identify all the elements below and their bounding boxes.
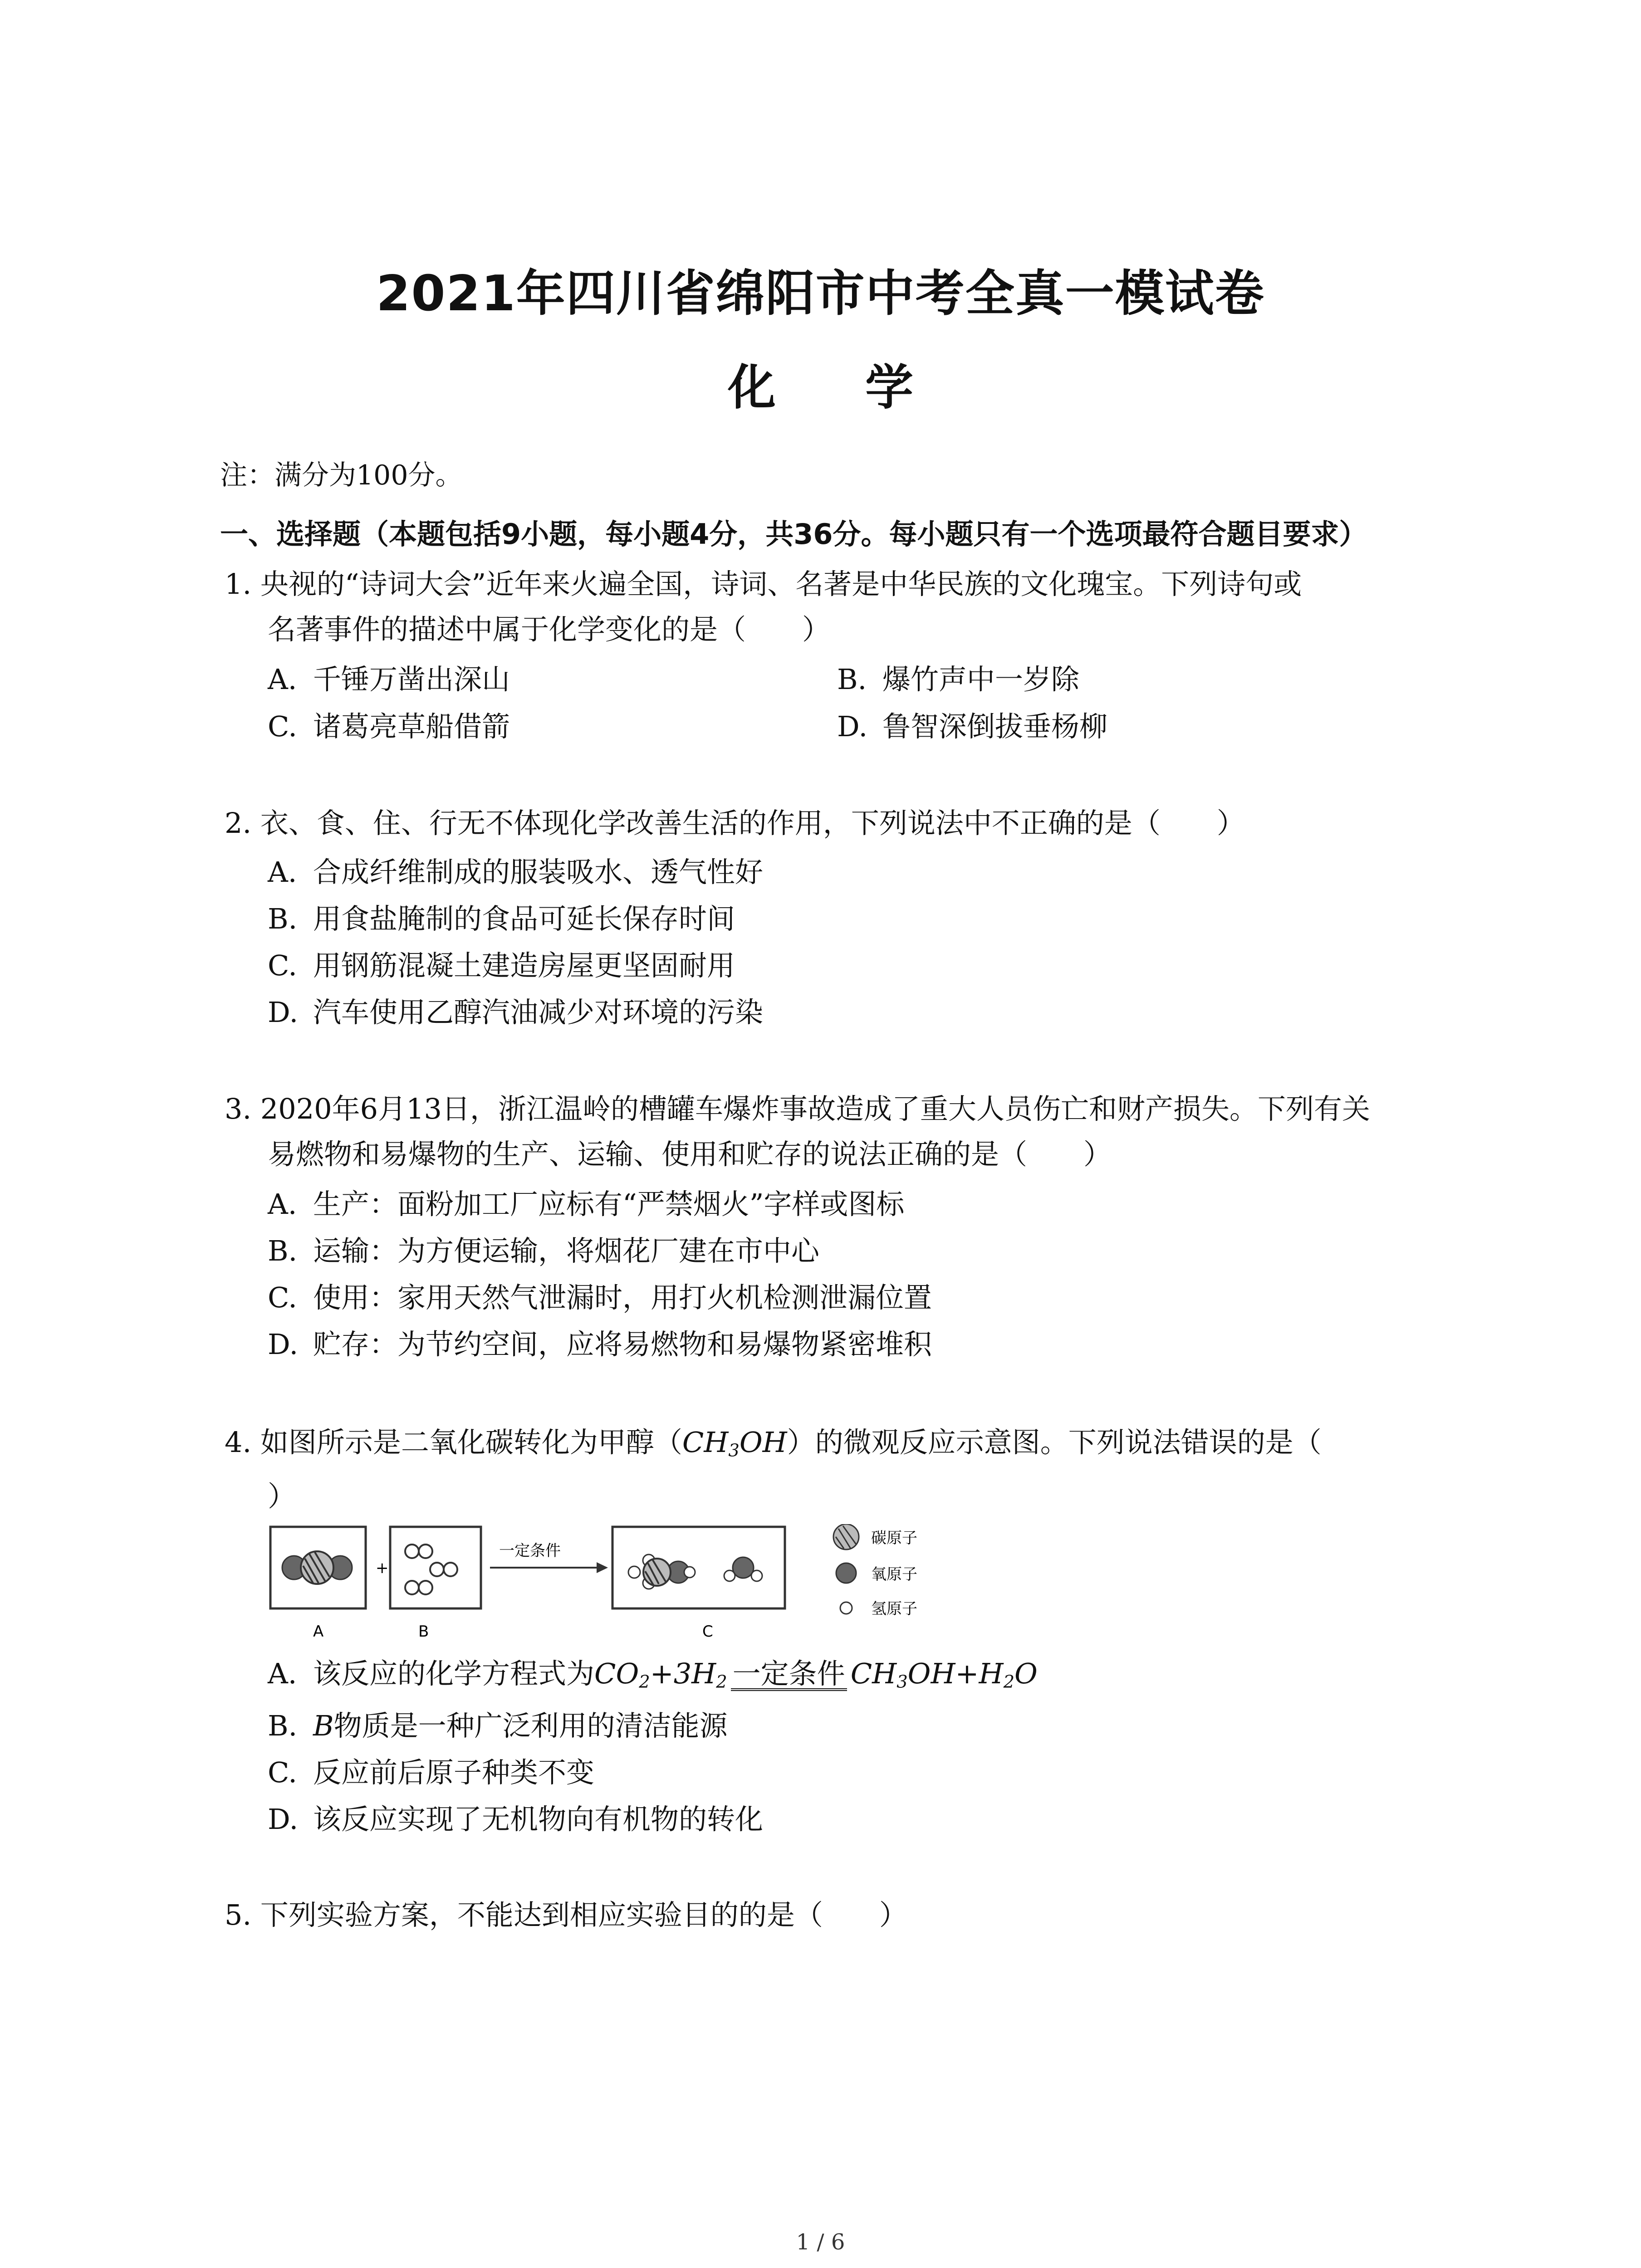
eq-sub-2: 2 bbox=[639, 1672, 650, 1692]
option-text: 千锤万凿出深山 bbox=[313, 663, 510, 696]
question-4-option-c bbox=[268, 1750, 594, 1790]
section-heading: 一、选择题（本题包括9小题，每小题4分，共36分。每小题只有一个选项最符合题目要求） bbox=[220, 518, 1367, 551]
option-letter: B. bbox=[268, 902, 298, 935]
option-text: 诸葛亮草船借箭 bbox=[313, 710, 510, 743]
question-2-line-1: 2. 衣、食、住、行无不体现化学改善生活的作用，下列说法中不正确的是（ ） bbox=[225, 807, 1245, 840]
question-3-line-1: 3. 2020年6月13日，浙江温岭的槽罐车爆炸事故造成了重大人员伤亡和财产损失。下列有关 bbox=[225, 1092, 1370, 1125]
page-number: 1 / 6 bbox=[796, 2229, 845, 2255]
option-text: 爆竹声中一岁除 bbox=[882, 663, 1080, 696]
option-letter: D. bbox=[268, 1803, 299, 1836]
eq-sub-2c: 2 bbox=[1003, 1672, 1015, 1692]
option-text: 反应前后原子种类不变 bbox=[313, 1756, 595, 1789]
option-text: 汽车使用乙醇汽油减少对环境的污染 bbox=[313, 996, 764, 1029]
question-3-option-a bbox=[268, 1182, 904, 1222]
option-letter: D. bbox=[268, 1328, 299, 1361]
option-letter: C. bbox=[268, 1281, 297, 1314]
eq-sub-3: 3 bbox=[896, 1672, 908, 1692]
eq-co: CO bbox=[594, 1657, 639, 1690]
option-letter: A. bbox=[268, 1657, 297, 1690]
eq-sub-2b: 2 bbox=[716, 1672, 727, 1692]
h2-molecules bbox=[405, 1545, 457, 1594]
label-b: B bbox=[418, 1623, 429, 1641]
question-5-line-1: 5. 下列实验方案，不能达到相应实验目的的是（ ） bbox=[225, 1898, 907, 1931]
score-note: 注：满分为100分。 bbox=[220, 459, 463, 491]
question-4-line-2: ） bbox=[268, 1479, 296, 1513]
option-text: 鲁智深倒拔垂杨柳 bbox=[882, 710, 1108, 743]
question-4-option-d bbox=[268, 1797, 763, 1837]
question-3-option-c bbox=[268, 1275, 932, 1315]
question-2-option-d bbox=[268, 990, 763, 1030]
question-5 bbox=[225, 1892, 1472, 1938]
co2-molecule bbox=[282, 1551, 352, 1584]
question-4-line-1 bbox=[225, 1420, 1472, 1474]
option-text: 运输：为方便运输，将烟花厂建在市中心 bbox=[313, 1234, 820, 1267]
legend-oxygen: 氧原子 bbox=[871, 1565, 917, 1584]
option-letter: C. bbox=[268, 1756, 297, 1789]
question-3-line-2: 易燃物和易爆物的生产、运输、使用和贮存的说法正确的是（ ） bbox=[268, 1138, 1112, 1171]
eq-oh-h: OH+H bbox=[907, 1657, 1004, 1690]
legend-hydrogen: 氢原子 bbox=[871, 1600, 917, 1618]
option-text: 用钢筋混凝土建造房屋更坚固耐用 bbox=[313, 949, 735, 982]
eq-condition: 一定条件 bbox=[731, 1659, 847, 1691]
eq-ch: CH bbox=[850, 1657, 897, 1690]
question-1-option-a bbox=[268, 657, 510, 697]
question-3-option-b bbox=[268, 1228, 819, 1269]
option-letter: C. bbox=[268, 949, 297, 982]
legend-carbon: 碳原子 bbox=[871, 1529, 917, 1547]
question-4-text-b: ）的微观反应示意图。下列说法错误的是（ bbox=[787, 1426, 1322, 1459]
question-1-option-d bbox=[837, 704, 1107, 744]
question-2-option-b bbox=[268, 896, 735, 937]
question-4-text-a: 4. 如图所示是二氧化碳转化为甲醇（ bbox=[225, 1426, 682, 1459]
subject-title: 化 学 bbox=[728, 360, 950, 415]
label-c: C bbox=[702, 1623, 713, 1641]
option-letter: D. bbox=[837, 710, 868, 743]
page-title: 2021年四川省绵阳市中考全真一模试卷 bbox=[376, 265, 1265, 322]
methanol-molecule bbox=[628, 1554, 695, 1589]
question-3-option-d bbox=[268, 1322, 932, 1362]
question-4-option-b bbox=[268, 1703, 728, 1744]
plus-sign: + bbox=[376, 1559, 389, 1577]
option-text: 该反应实现了无机物向有机物的转化 bbox=[313, 1803, 764, 1836]
option-letter: B. bbox=[837, 663, 867, 696]
option-text: 贮存：为节约空间，应将易燃物和易爆物紧密堆积 bbox=[313, 1328, 932, 1361]
option-letter: C. bbox=[268, 710, 297, 743]
label-a: A bbox=[313, 1623, 324, 1641]
option-letter: A. bbox=[268, 663, 297, 696]
question-1 bbox=[225, 562, 1472, 652]
option-text: 生产：面粉加工厂应标有“严禁烟火”字样或图标 bbox=[313, 1188, 905, 1221]
option-text: 合成纤维制成的服装吸水、透气性好 bbox=[313, 855, 764, 889]
reaction-diagram bbox=[268, 1524, 994, 1642]
question-4 bbox=[225, 1420, 1472, 1519]
eq-o: O bbox=[1014, 1657, 1038, 1690]
eq-plus-3h: +3H bbox=[650, 1657, 716, 1690]
formula-ch: CH bbox=[682, 1426, 729, 1459]
question-3 bbox=[225, 1086, 1472, 1177]
option-letter: A. bbox=[268, 855, 297, 889]
option-letter: B. bbox=[268, 1234, 298, 1267]
option-text: 用食盐腌制的食品可延长保存时间 bbox=[313, 902, 735, 935]
arrow-head bbox=[597, 1562, 608, 1573]
question-1-line-2: 名著事件的描述中属于化学变化的是（ ） bbox=[268, 613, 831, 646]
question-1-option-c bbox=[268, 704, 510, 744]
option-letter: A. bbox=[268, 1188, 297, 1221]
question-1-line-1: 1. 央视的“诗词大会”近年来火遍全国，诗词、名著是中华民族的文化瑰宝。下列诗句或 bbox=[225, 567, 1302, 601]
question-2-option-c bbox=[268, 943, 735, 983]
option-text: 物质是一种广泛利用的清洁能源 bbox=[333, 1709, 728, 1742]
formula-sub-3: 3 bbox=[728, 1440, 740, 1461]
question-4-option-a bbox=[268, 1651, 1038, 1692]
option-letter: D. bbox=[268, 996, 299, 1029]
question-2-option-a bbox=[268, 850, 763, 890]
water-molecule bbox=[724, 1557, 762, 1581]
reaction-condition: 一定条件 bbox=[499, 1542, 561, 1560]
option-math-b: B bbox=[313, 1709, 334, 1742]
option-letter: B. bbox=[268, 1709, 298, 1742]
option-text: 该反应的化学方程式为 bbox=[313, 1657, 595, 1690]
question-2 bbox=[225, 801, 1472, 846]
option-text: 使用：家用天然气泄漏时，用打火机检测泄漏位置 bbox=[313, 1281, 932, 1314]
formula-oh: OH bbox=[739, 1426, 787, 1459]
legend bbox=[833, 1524, 917, 1618]
question-1-option-b bbox=[837, 657, 1079, 697]
